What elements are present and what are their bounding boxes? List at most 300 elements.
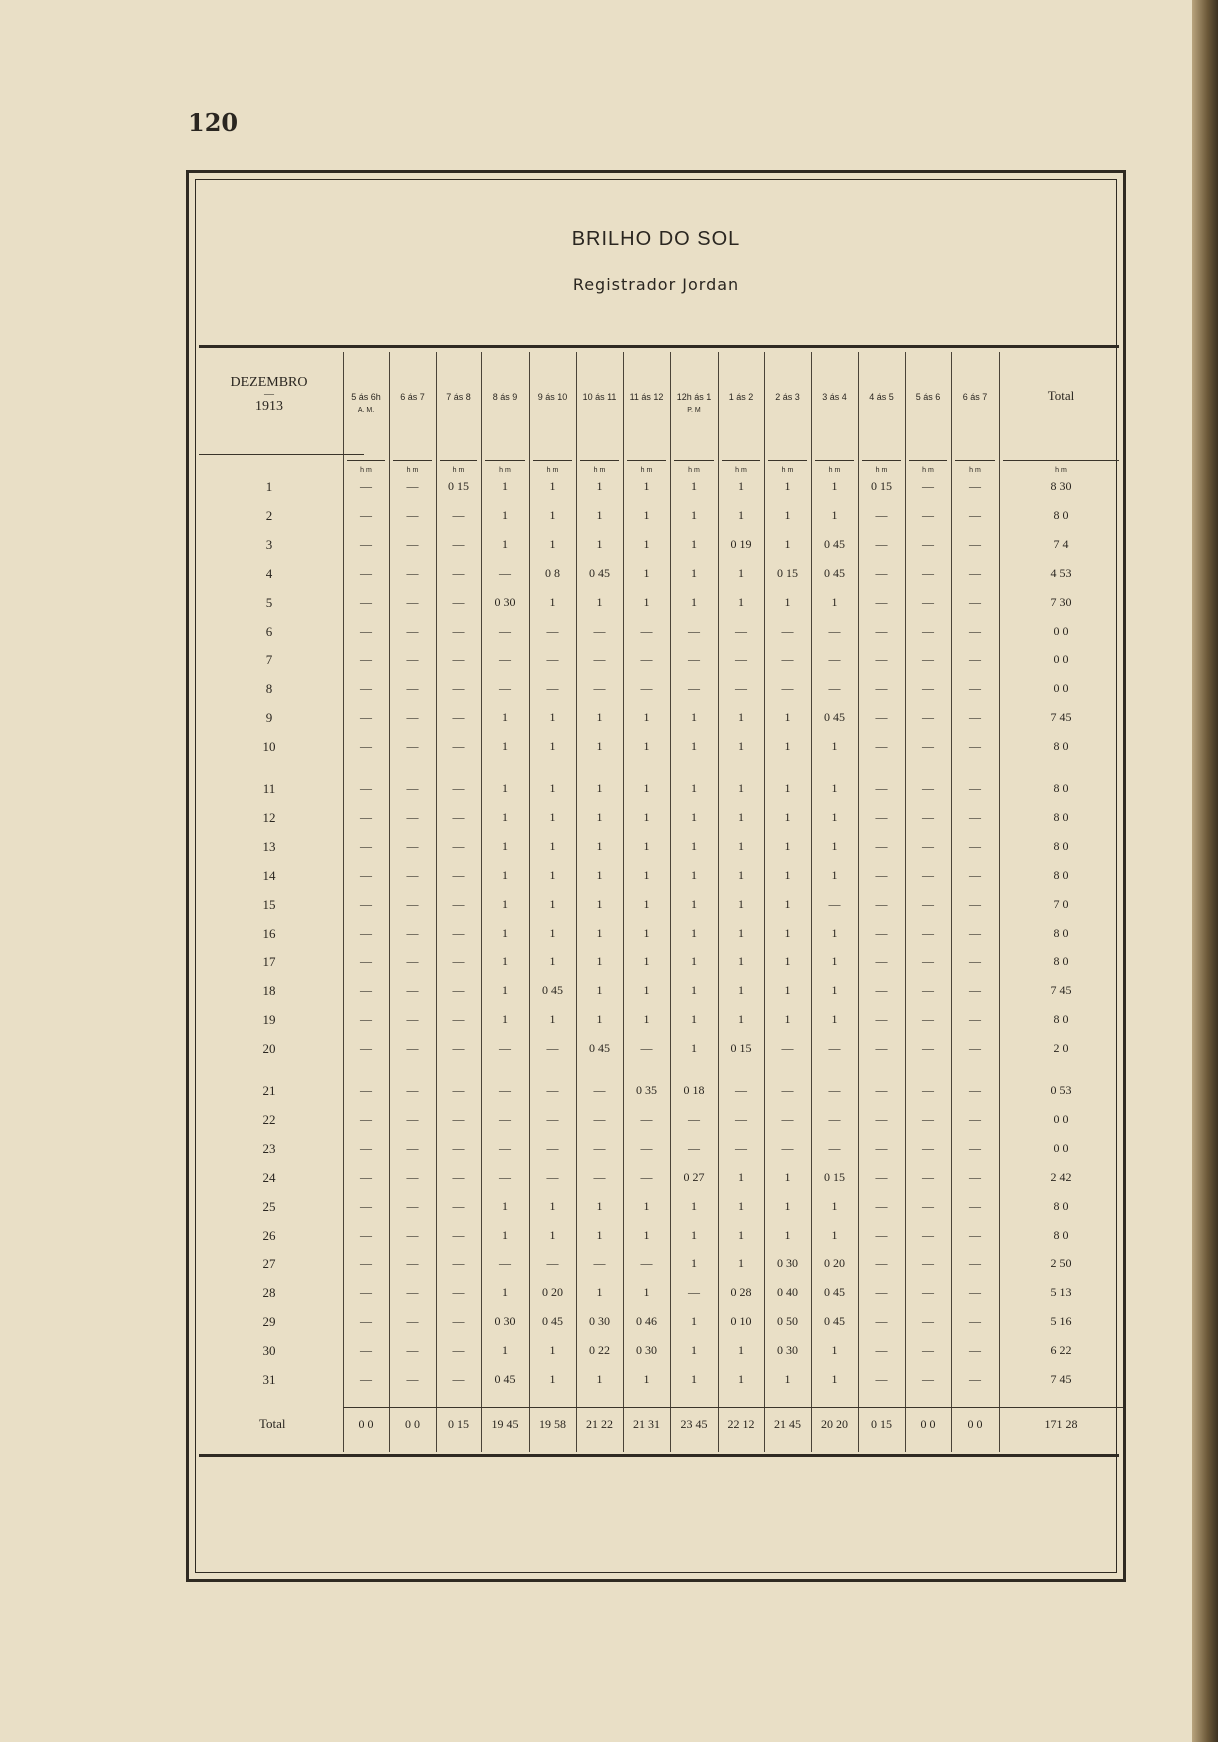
day-total-cell: 7 45 — [1050, 1372, 1072, 1386]
hour-cell: 0 28 — [730, 1285, 752, 1300]
hour-cell: — — [969, 507, 981, 522]
hour-cell: — — [922, 681, 934, 696]
column-total-cell: 23 45 — [680, 1417, 708, 1431]
hour-cell: — — [735, 652, 747, 667]
hour-cell: 1 — [643, 1198, 650, 1213]
hour-cell: 1 — [691, 809, 697, 824]
day-total-cell: 5 13 — [1050, 1285, 1072, 1300]
hour-cell: — — [406, 507, 419, 522]
column-total-cell: 21 31 — [633, 1417, 660, 1431]
column-header — [905, 391, 951, 404]
hour-cell: — — [452, 896, 465, 911]
day-number: 26 — [262, 1227, 276, 1243]
hour-cell: — — [922, 983, 934, 998]
hour-cell: — — [452, 1227, 465, 1242]
day-total-cell: 7 0 — [1053, 896, 1069, 911]
hour-cell: 1 — [596, 983, 603, 998]
hour-cell: 1 — [596, 479, 603, 493]
hour-cell: — — [452, 594, 465, 609]
hour-cell: — — [640, 681, 653, 696]
hour-cell: — — [875, 1140, 888, 1155]
column-header-label: 3 ás 4 — [822, 392, 847, 402]
hour-cell: — — [406, 1083, 419, 1097]
hour-cell: 1 — [831, 867, 838, 882]
hour-cell: — — [969, 1256, 981, 1271]
page-subtitle: Registrador Jordan — [572, 275, 740, 294]
column-total-cell: 0 0 — [405, 1417, 420, 1431]
hour-cell: 1 — [549, 507, 556, 522]
hour-cell: 1 — [738, 896, 744, 911]
hour-cell: — — [406, 867, 419, 882]
column-header-label: 10 ás 11 — [582, 392, 617, 402]
day-number: 29 — [262, 1314, 276, 1330]
column-header-underline — [815, 460, 854, 461]
hour-cell: — — [640, 1169, 653, 1184]
hour-cell: 1 — [831, 1227, 838, 1242]
hour-cell: 0 30 — [494, 594, 516, 609]
hour-cell: — — [875, 681, 888, 696]
hour-cell: 1 — [549, 838, 556, 853]
day-number: 23 — [262, 1140, 276, 1156]
hour-cell: 1 — [738, 867, 744, 882]
hour-cell: 1 — [596, 925, 603, 940]
header-top-rule — [199, 345, 1119, 348]
hour-cell: 1 — [643, 925, 650, 940]
hour-cell: — — [452, 1111, 465, 1126]
hour-cell: — — [452, 681, 465, 696]
hour-cell: 1 — [502, 739, 508, 754]
hour-cell: — — [640, 623, 653, 638]
hour-cell: — — [452, 1256, 465, 1271]
hour-cell: 1 — [738, 594, 744, 609]
column-header-underline — [1003, 460, 1119, 461]
hour-cell: 1 — [502, 1012, 508, 1027]
total-row-label: Total — [259, 1416, 286, 1431]
hour-cell: 1 — [502, 925, 508, 940]
grand-total-cell: 171 28 — [1044, 1417, 1078, 1431]
day-number: 5 — [265, 594, 273, 610]
hour-cell: — — [360, 507, 372, 522]
hour-cell: — — [688, 1140, 700, 1155]
hour-cell: — — [452, 867, 465, 882]
month-header-underline — [199, 454, 364, 455]
hour-cell: — — [360, 536, 372, 551]
hour-cell: — — [360, 1140, 372, 1155]
hour-cell: 1 — [831, 838, 838, 853]
hour-cell: — — [969, 809, 981, 824]
hour-cell: — — [969, 1227, 981, 1242]
hour-cell: — — [593, 652, 606, 667]
hour-cell: — — [499, 1169, 511, 1184]
hour-cell: 1 — [784, 1227, 791, 1242]
hour-cell: — — [922, 1285, 934, 1300]
column-header-underline — [440, 460, 477, 461]
hour-cell: 1 — [738, 1256, 744, 1271]
hour-cell: 1 — [596, 536, 603, 551]
hour-cell: 0 45 — [589, 565, 610, 580]
hour-cell: — — [875, 565, 888, 580]
hour-cell: — — [688, 1285, 700, 1300]
hour-cell: — — [922, 1041, 934, 1056]
day-total-cell: 8 0 — [1053, 838, 1069, 853]
day-number: 27 — [262, 1256, 276, 1272]
day-total-cell: 2 0 — [1053, 1041, 1069, 1056]
hour-cell: 1 — [643, 1227, 650, 1242]
hour-cell: 0 45 — [589, 1041, 610, 1056]
hour-cell: — — [922, 739, 934, 754]
hour-cell: — — [828, 1140, 841, 1155]
day-number: 4 — [265, 565, 273, 581]
hour-cell: — — [406, 1140, 419, 1155]
hour-cell: — — [875, 710, 888, 725]
day-total-cell: 6 22 — [1050, 1343, 1072, 1358]
hour-cell: 1 — [549, 1227, 556, 1242]
hour-cell: — — [735, 1083, 747, 1097]
hour-cell: 0 40 — [777, 1285, 798, 1300]
hour-cell: 1 — [643, 867, 650, 882]
hour-cell: — — [360, 1169, 372, 1184]
day-number: 3 — [265, 536, 273, 552]
hour-cell: 0 30 — [777, 1343, 798, 1358]
hour-cell: — — [875, 867, 888, 882]
column-unit-label: h m — [781, 467, 794, 474]
hour-cell: — — [452, 565, 465, 580]
hour-cell: 1 — [596, 1227, 603, 1242]
hour-cell: 1 — [691, 507, 697, 522]
hour-cell: 1 — [691, 479, 697, 493]
day-number: 19 — [262, 1012, 276, 1028]
hour-cell: 0 19 — [730, 536, 752, 551]
hour-cell: — — [875, 1111, 888, 1126]
hour-cell: — — [452, 1285, 465, 1300]
column-header — [436, 391, 481, 404]
day-total-cell: 8 0 — [1053, 781, 1069, 795]
hour-cell: — — [499, 1111, 511, 1126]
hour-cell: — — [406, 954, 419, 969]
year-label: 1913 — [255, 399, 283, 414]
column-header — [718, 391, 764, 404]
hour-cell: 1 — [549, 1198, 556, 1213]
hour-cell: 0 35 — [636, 1083, 657, 1097]
day-number: 20 — [262, 1041, 276, 1057]
hour-cell: 1 — [691, 781, 697, 795]
column-unit-label: h m — [688, 467, 700, 474]
hour-cell: — — [875, 1314, 888, 1329]
hour-cell: — — [735, 623, 747, 638]
hour-cell: 1 — [831, 739, 838, 754]
hour-cell: — — [828, 623, 841, 638]
hour-cell: — — [875, 1256, 888, 1271]
day-total-cell: 0 0 — [1053, 681, 1069, 696]
day-total-cell: 0 53 — [1050, 1083, 1072, 1097]
month-year-header — [199, 375, 339, 415]
hour-cell: 1 — [549, 1012, 556, 1027]
hour-cell: 1 — [643, 1372, 650, 1386]
day-number: 1 — [265, 479, 273, 494]
hour-cell: — — [922, 867, 934, 882]
hour-cell: — — [499, 1140, 511, 1155]
hour-cell: 1 — [784, 1169, 791, 1184]
day-number: 8 — [265, 681, 273, 697]
day-number: 6 — [265, 623, 273, 639]
hour-cell: — — [406, 983, 419, 998]
hour-cell: 1 — [738, 565, 744, 580]
hour-cell: — — [969, 536, 981, 551]
hour-cell: 1 — [502, 479, 508, 493]
hour-cell: — — [875, 1012, 888, 1027]
column-total-cell: 19 45 — [491, 1417, 519, 1431]
column-unit-label: h m — [546, 467, 559, 474]
hour-cell: 1 — [643, 710, 650, 725]
hour-cell: — — [969, 838, 981, 853]
hour-cell: — — [406, 1314, 419, 1329]
hour-cell: 0 46 — [636, 1314, 657, 1329]
hour-cell: 1 — [691, 565, 697, 580]
day-number: 14 — [262, 867, 276, 883]
column-unit-label: h m — [499, 467, 511, 474]
hour-cell: — — [406, 1012, 419, 1027]
hour-cell: 1 — [549, 867, 556, 882]
hour-cell: — — [922, 1372, 934, 1386]
hour-cell: — — [406, 1041, 419, 1056]
day-total-cell: 8 0 — [1053, 925, 1069, 940]
hour-cell: 1 — [784, 896, 791, 911]
hour-cell: — — [828, 896, 841, 911]
hour-cell: 1 — [691, 867, 697, 882]
hour-cell: — — [546, 1256, 559, 1271]
column-header-label: 6 ás 7 — [962, 392, 988, 402]
hour-cell: 0 10 — [730, 1314, 752, 1329]
hour-cell: — — [452, 983, 465, 998]
hour-cell: — — [406, 652, 419, 667]
column-header — [670, 391, 718, 417]
hour-cell: — — [922, 1169, 934, 1184]
hour-cell: — — [922, 781, 934, 795]
hour-cell: — — [828, 1041, 841, 1056]
hour-cell: — — [969, 954, 981, 969]
hour-cell: 1 — [691, 1314, 697, 1329]
hour-cell: — — [452, 507, 465, 522]
hour-cell: — — [499, 652, 511, 667]
hour-cell: — — [969, 479, 981, 493]
hour-cell: — — [406, 681, 419, 696]
hour-cell: 1 — [738, 1343, 744, 1358]
hour-cell: 1 — [596, 507, 603, 522]
hour-cell: — — [781, 1111, 794, 1126]
hour-cell: — — [735, 1140, 747, 1155]
hour-cell: — — [406, 896, 419, 911]
hour-cell: — — [969, 1314, 981, 1329]
column-header-ampm: A. M. — [357, 407, 375, 414]
hour-cell: 1 — [643, 739, 650, 754]
hour-cell: — — [360, 681, 372, 696]
hour-cell: 1 — [738, 1227, 744, 1242]
column-total-cell: 0 0 — [920, 1417, 936, 1431]
hour-cell: — — [828, 1083, 841, 1097]
hour-cell: 0 45 — [542, 1314, 563, 1329]
hour-cell: — — [735, 681, 747, 696]
hour-cell: — — [360, 623, 372, 638]
hour-cell: — — [546, 1041, 559, 1056]
hour-cell: — — [406, 809, 419, 824]
hour-cell: — — [452, 809, 465, 824]
hour-cell: — — [922, 1227, 934, 1242]
column-total-cell: 21 22 — [586, 1417, 613, 1431]
hour-cell: — — [922, 479, 934, 493]
column-header — [623, 391, 670, 404]
hour-cell: 0 30 — [589, 1314, 610, 1329]
hour-cell: — — [593, 681, 606, 696]
hour-cell: — — [969, 1012, 981, 1027]
column-total-cell: 0 0 — [358, 1417, 374, 1431]
day-number: 15 — [262, 896, 276, 912]
column-header — [389, 391, 436, 404]
hour-cell: 0 45 — [824, 536, 845, 551]
hour-cell: — — [406, 1198, 419, 1213]
day-total-cell: 8 0 — [1053, 739, 1069, 754]
hour-cell: 1 — [502, 838, 508, 853]
hour-cell: 1 — [738, 739, 744, 754]
hour-cell: — — [969, 565, 981, 580]
hour-cell: 0 45 — [824, 1314, 845, 1329]
day-total-cell: 2 42 — [1050, 1169, 1072, 1184]
hour-cell: 1 — [831, 954, 838, 969]
hour-cell: 1 — [643, 781, 650, 795]
hour-cell: 0 45 — [494, 1372, 516, 1386]
hour-cell: 1 — [596, 1285, 603, 1300]
totals-top-rule — [343, 1407, 1123, 1408]
hour-cell: — — [360, 896, 372, 911]
hour-cell: — — [640, 1041, 653, 1056]
hour-cell: — — [406, 1343, 419, 1358]
hour-cell: — — [969, 867, 981, 882]
column-header-label: 5 ás 6h — [351, 392, 381, 402]
hour-cell: — — [640, 1111, 653, 1126]
hour-cell: 1 — [643, 1012, 650, 1027]
day-number: 13 — [262, 838, 276, 854]
hour-cell: — — [969, 652, 981, 667]
hour-cell: 1 — [691, 710, 697, 725]
hour-cell: 1 — [643, 809, 650, 824]
hour-cell: — — [406, 739, 419, 754]
hour-cell: — — [360, 479, 372, 493]
hour-cell: 1 — [691, 536, 697, 551]
column-header-label: 9 ás 10 — [537, 392, 568, 402]
column-total-cell: 0 15 — [871, 1417, 892, 1431]
hour-cell: — — [406, 1256, 419, 1271]
month-dash: — — [264, 389, 274, 400]
hour-cell: — — [875, 1198, 888, 1213]
column-total-cell: 22 12 — [727, 1417, 755, 1431]
day-total-cell: 8 0 — [1053, 1198, 1069, 1213]
hour-cell: — — [875, 1169, 888, 1184]
hour-cell: — — [875, 1083, 888, 1097]
hour-cell: — — [360, 652, 372, 667]
hour-cell: — — [452, 838, 465, 853]
hour-cell: — — [969, 594, 981, 609]
hour-cell: — — [828, 652, 841, 667]
hour-cell: — — [781, 1041, 794, 1056]
hour-cell: 0 15 — [777, 565, 798, 580]
column-unit-label: h m — [875, 467, 888, 474]
hour-cell: — — [406, 479, 419, 493]
hour-cell: 1 — [784, 1198, 791, 1213]
column-unit-label: h m — [1055, 467, 1067, 474]
hour-cell: — — [452, 1169, 465, 1184]
hour-cell: 0 15 — [730, 1041, 752, 1056]
hour-cell: — — [875, 1285, 888, 1300]
hour-cell: 0 30 — [777, 1256, 798, 1271]
day-total-cell: 8 0 — [1053, 1227, 1069, 1242]
hour-cell: 0 15 — [448, 479, 469, 493]
day-number: 9 — [265, 710, 273, 726]
hour-cell: 1 — [596, 710, 603, 725]
hour-cell: — — [546, 1111, 559, 1126]
hour-cell: 1 — [784, 781, 791, 795]
hour-cell: — — [735, 1111, 747, 1126]
hour-cell: 1 — [549, 739, 556, 754]
hour-cell: 1 — [691, 594, 697, 609]
hour-cell: — — [452, 710, 465, 725]
hour-cell: — — [875, 1041, 888, 1056]
column-header-label: 8 ás 9 — [492, 392, 518, 402]
hour-cell: — — [969, 1285, 981, 1300]
hour-cell: — — [781, 681, 794, 696]
column-unit-label: h m — [640, 467, 653, 474]
hour-cell: — — [688, 623, 700, 638]
hour-cell: — — [969, 896, 981, 911]
hour-cell: 1 — [596, 838, 603, 853]
column-header-underline — [533, 460, 572, 461]
day-total-cell: 5 16 — [1050, 1314, 1072, 1329]
hour-cell: — — [969, 1083, 981, 1097]
day-total-cell: 7 45 — [1050, 710, 1072, 725]
hour-cell: 1 — [831, 479, 838, 493]
hour-cell: 0 20 — [824, 1256, 845, 1271]
hour-cell: 1 — [784, 1372, 791, 1386]
hour-cell: 1 — [784, 710, 791, 725]
hour-cell: — — [969, 1041, 981, 1056]
hour-cell: 1 — [596, 809, 603, 824]
hour-cell: — — [922, 565, 934, 580]
hour-cell: — — [969, 710, 981, 725]
hour-cell: — — [360, 1343, 372, 1358]
column-unit-label: h m — [406, 467, 419, 474]
hour-cell: 1 — [691, 1372, 697, 1386]
hour-cell: — — [360, 1227, 372, 1242]
hour-cell: — — [875, 781, 888, 795]
month-label: DEZEMBRO — [230, 375, 308, 390]
hour-cell: — — [922, 1256, 934, 1271]
hour-cell: — — [360, 594, 372, 609]
day-total-cell: 0 0 — [1053, 1111, 1069, 1126]
column-total-cell: 19 58 — [539, 1417, 566, 1431]
hour-cell: 1 — [738, 1198, 744, 1213]
hour-cell: — — [360, 1372, 372, 1386]
day-number: 22 — [262, 1111, 276, 1127]
column-header — [529, 391, 576, 404]
column-header — [481, 391, 529, 404]
hour-cell: 1 — [596, 739, 603, 754]
hour-cell: 1 — [596, 896, 603, 911]
column-unit-label: h m — [735, 467, 747, 474]
hour-cell: — — [922, 1111, 934, 1126]
day-total-cell: 8 0 — [1053, 954, 1069, 969]
hour-cell: — — [360, 809, 372, 824]
hour-cell: 1 — [502, 954, 508, 969]
day-number: 10 — [262, 739, 276, 755]
hour-cell: — — [499, 565, 511, 580]
